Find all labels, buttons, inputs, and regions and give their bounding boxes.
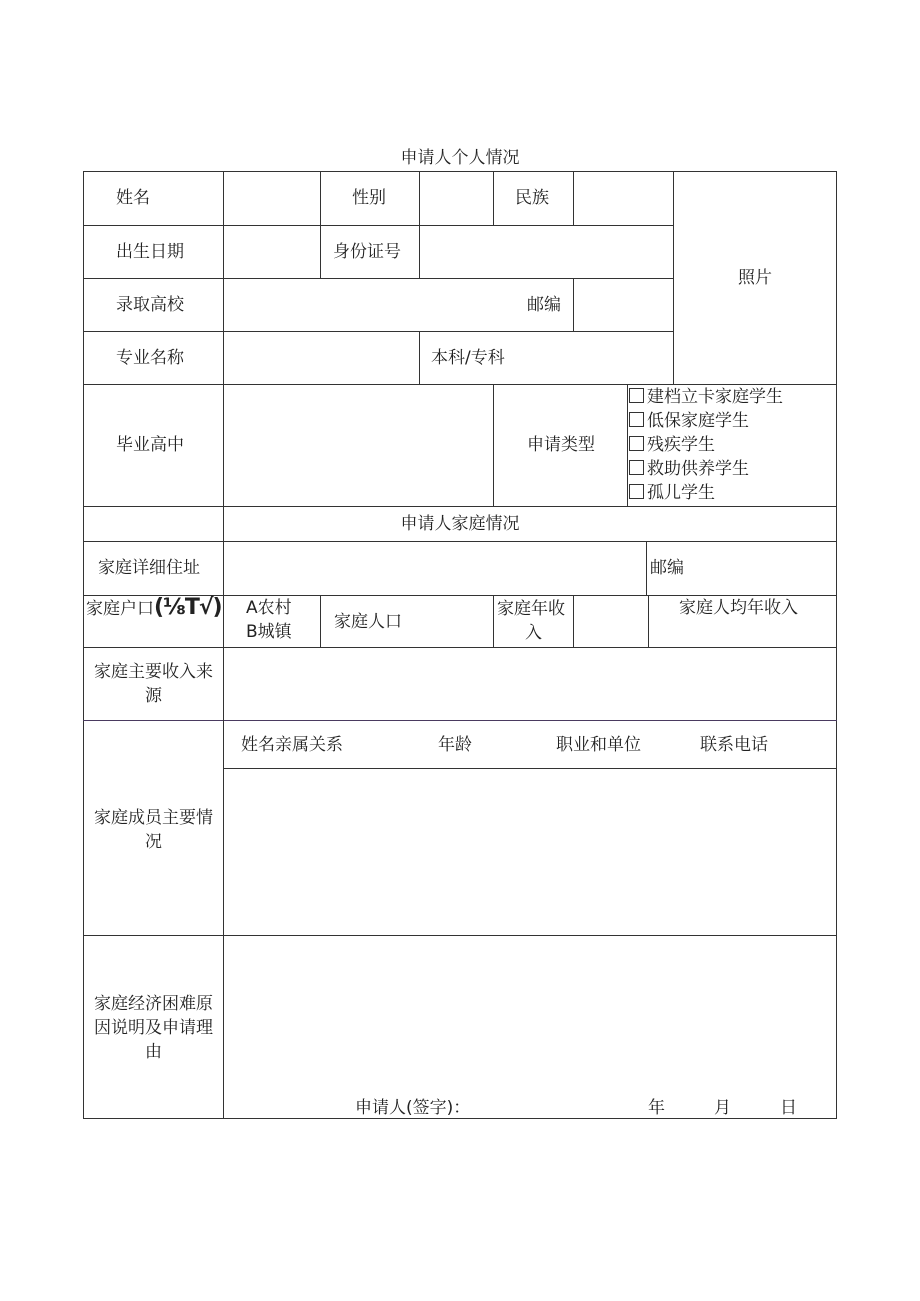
apply-type-option[interactable]: 救助供养学生	[629, 457, 749, 481]
apply-type-option[interactable]: 残疾学生	[629, 433, 715, 457]
address-label: 家庭详细住址	[98, 558, 200, 578]
annual-income-label-cont: 入	[525, 623, 542, 643]
ethnicity-label: 民族	[515, 188, 549, 208]
day-label: 日	[780, 1098, 797, 1118]
university-label: 录取高校	[116, 295, 184, 315]
population-label: 家庭人口	[334, 612, 402, 632]
high-school-label: 毕业高中	[116, 435, 184, 455]
per-capita-income-label: 家庭人均年收入	[679, 598, 798, 618]
members-header-phone: 联系电话	[700, 735, 768, 755]
photo-label: 照片	[738, 268, 772, 288]
gender-label: 性别	[352, 188, 386, 208]
hukou-label: 家庭户口(⅛T√)	[86, 595, 222, 620]
checkbox-icon[interactable]	[629, 484, 644, 499]
hardship-label: 家庭经济困难原	[94, 994, 213, 1014]
apply-type-option[interactable]: 孤儿学生	[629, 481, 715, 505]
family-section-title: 申请人家庭情况	[400, 514, 520, 534]
hardship-label-end: 由	[145, 1042, 162, 1062]
degree-label: 本科/专科	[431, 348, 505, 368]
checkbox-icon[interactable]	[629, 388, 644, 403]
income-source-label-cont: 源	[145, 686, 162, 706]
checkbox-icon[interactable]	[629, 460, 644, 475]
hukou-mark: (⅛T√)	[154, 595, 222, 620]
members-label: 家庭成员主要情	[94, 808, 213, 828]
personal-section-title: 申请人个人情况	[400, 148, 520, 168]
income-source-label: 家庭主要收入来	[94, 662, 213, 682]
hukou-urban: B城镇	[246, 622, 292, 642]
hukou-rural: A农村	[246, 598, 292, 618]
checkbox-icon[interactable]	[629, 412, 644, 427]
postcode-label: 邮编	[527, 295, 561, 315]
signature-label: 申请人(签字)：	[355, 1098, 471, 1118]
apply-type-option[interactable]: 低保家庭学生	[629, 409, 749, 433]
family-postcode-label: 邮编	[650, 558, 684, 578]
major-label: 专业名称	[116, 348, 184, 368]
checkbox-icon[interactable]	[629, 436, 644, 451]
members-header-age: 年龄	[438, 735, 472, 755]
birth-date-label: 出生日期	[116, 242, 184, 262]
apply-type-label: 申请类型	[527, 435, 595, 455]
members-label-cont: 况	[145, 832, 162, 852]
month-label: 月	[714, 1098, 731, 1118]
apply-type-option[interactable]: 建档立卡家庭学生	[629, 385, 783, 409]
members-header-name: 姓名亲属关系	[241, 735, 343, 755]
id-number-label: 身份证号	[333, 242, 401, 262]
hardship-label-cont: 因说明及申请理	[94, 1018, 213, 1038]
year-label: 年	[648, 1098, 665, 1118]
name-label: 姓名	[116, 188, 150, 208]
members-header-job: 职业和单位	[556, 735, 641, 755]
annual-income-label: 家庭年收	[497, 599, 565, 619]
